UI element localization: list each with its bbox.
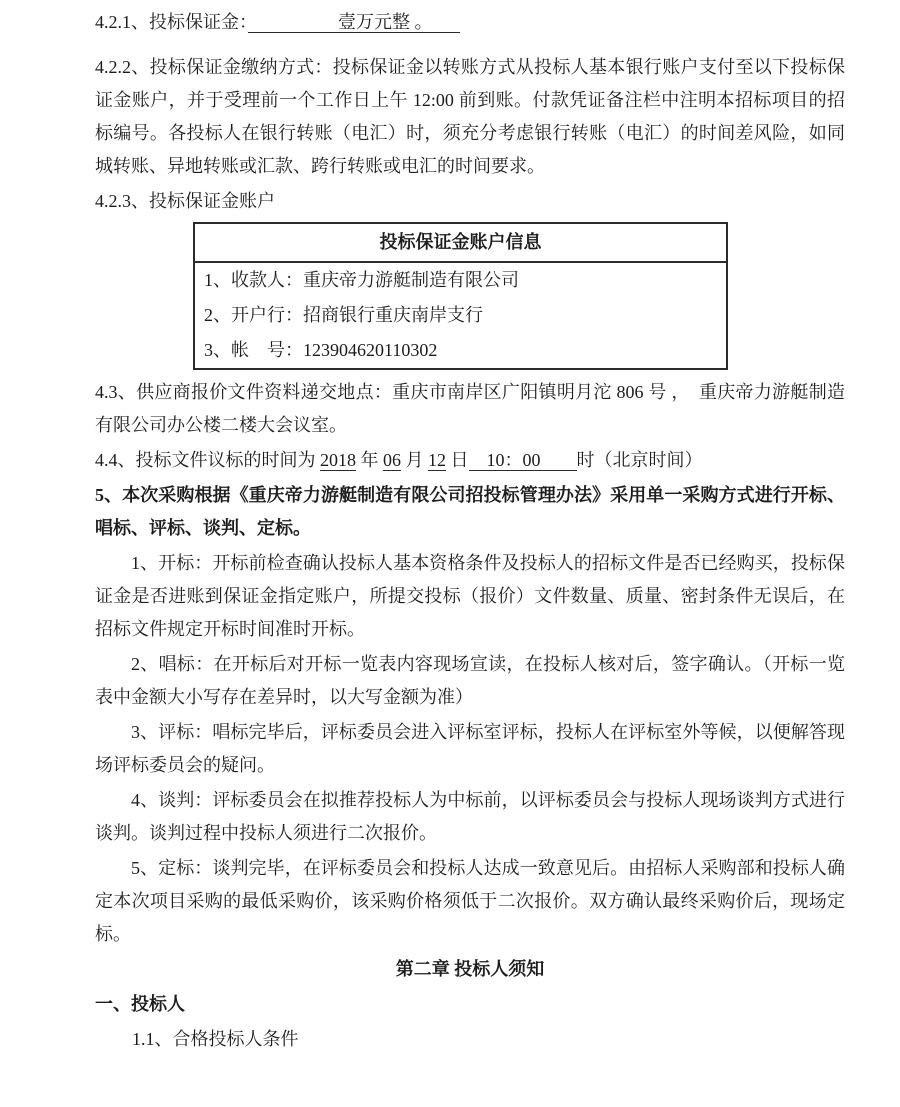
bid-year-underlined: 2018	[320, 450, 356, 470]
bid-time-underlined: 10：00	[468, 450, 577, 470]
table-row-bank: 2、开户行：招商银行重庆南岸支行	[204, 305, 483, 325]
clause-4-4-text-3: 月	[401, 450, 428, 470]
clause-5: 5、本次采购根据《重庆帝力游艇制造有限公司招投标管理办法》采用单一采购方式进行开标、唱标、评标、谈判、定标。	[95, 485, 845, 538]
bid-month-underlined: 06	[383, 450, 401, 470]
table-row-payee: 1、收款人：重庆帝力游艇制造有限公司	[204, 270, 519, 290]
procedure-item-open-bid: 1、开标：开标前检查确认投标人基本资格条件及投标人的招标文件是否已经购买，投标保证金是否进账到保证金指定账户，所提交投标（报价）文件数量、质量、密封条件无误后，在招标文件规定开标时间准时开标。	[95, 553, 845, 639]
deposit-account-table	[193, 222, 728, 370]
procedure-item-award: 5、定标：谈判完毕，在评标委员会和投标人达成一致意见后。由招标人采购部和投标人确定本次项目采购的最低采购价，该采购价格须低于二次报价。双方确认最终采购价后，现场定标。	[95, 858, 845, 944]
procedure-item-negotiate: 4、谈判：评标委员会在拟推荐投标人为中标前，以评标委员会与投标人现场谈判方式进行谈判。谈判过程中投标人须进行二次报价。	[95, 790, 845, 843]
chapter-2-title: 第二章 投标人须知	[395, 959, 545, 979]
clause-4-4-text-5: 时（北京时间）	[576, 450, 703, 470]
clause-4-4	[95, 444, 845, 477]
clause-4-3: 4.3、供应商报价文件资料递交地点：重庆市南岸区广阳镇明月沱 806 号 ， 重庆帝力游艇制造有限公司办公楼二楼大会议室。	[95, 382, 845, 435]
clause-4-4-text-2: 年	[356, 450, 383, 470]
section-1-heading: 一、投标人	[95, 994, 185, 1014]
clause-4-4-text-1: 4.4、投标文件议标的时间为	[95, 450, 320, 470]
clause-4-4-text-4: 日	[446, 450, 469, 470]
clause-4-2-3: 4.2.3、投标保证金账户	[95, 191, 275, 211]
clause-1-1: 1.1、合格投标人条件	[132, 1029, 299, 1049]
procedure-item-read-bid: 2、唱标：在开标后对开标一览表内容现场宣读，在投标人核对后，签字确认。（开标一览表中金额大小写存在差异时，以大写金额为准）	[95, 654, 845, 707]
procedure-item-evaluate-bid: 3、评标：唱标完毕后，评标委员会进入评标室评标，投标人在评标室外等候，以便解答现场评标委员会的疑问。	[95, 722, 845, 775]
deposit-account-table-header: 投标保证金账户信息	[195, 224, 726, 263]
bid-day-underlined: 12	[428, 450, 446, 470]
clause-4-2-1	[95, 6, 845, 39]
clause-4-2-1-label: 4.2.1、投标保证金：	[95, 12, 248, 32]
deposit-amount-underlined-value: 壹万元整 。	[248, 12, 460, 32]
clause-4-2-2: 4.2.2、投标保证金缴纳方式：投标保证金以转账方式从投标人基本银行账户支付至以下投标保证金账户，并于受理前一个工作日上午 12:00 前到账。付款凭证备注栏中注明本招标项目的招标编号。各投标人在银行转账（电汇）时，须充分考虑银行转账（电汇）的时间差风险，如同城转账、异地转账或汇款、跨行转账或电汇的时间要求。	[95, 57, 845, 176]
table-row-account-number: 3、帐 号：123904620110302	[204, 340, 438, 360]
